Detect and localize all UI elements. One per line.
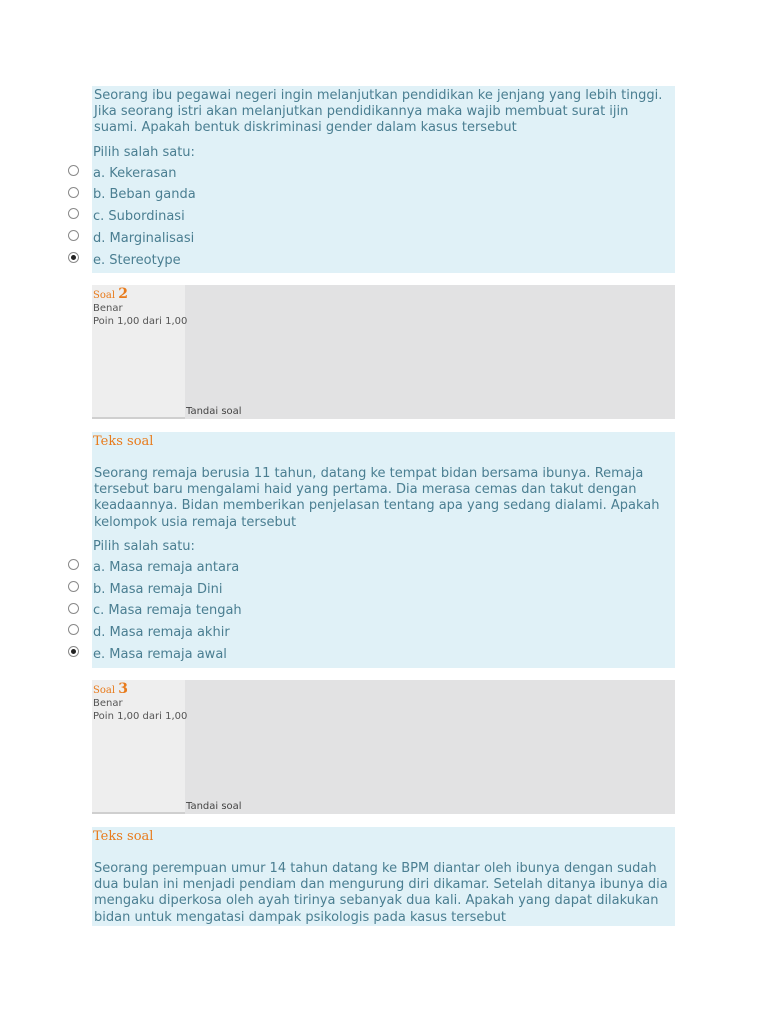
question-3-info: [92, 680, 675, 814]
question-number: [93, 288, 187, 302]
answer-option[interactable]: [92, 601, 675, 623]
answer-option[interactable]: [92, 579, 675, 601]
flag-question-link[interactable]: Tandai soal: [186, 406, 242, 417]
radio-button[interactable]: [68, 187, 79, 198]
radio-button[interactable]: [68, 603, 79, 614]
flag-question-link[interactable]: Tandai soal: [186, 801, 242, 812]
answer-label: c. Masa remaja tengah: [93, 603, 242, 619]
radio-button-selected[interactable]: [68, 252, 79, 263]
answer-option[interactable]: [92, 250, 675, 272]
answer-label: e. Stereotype: [93, 252, 181, 268]
answer-label: b. Beban ganda: [93, 187, 196, 203]
soal-number: 2: [118, 286, 128, 302]
radio-button[interactable]: [68, 559, 79, 570]
answer-label: c. Subordinasi: [93, 209, 185, 225]
answer-option[interactable]: [92, 185, 675, 207]
radio-button[interactable]: [68, 581, 79, 592]
question-2-text: Seorang remaja berusia 11 tahun, datang ke tempat bidan bersama ibunya. Remaja tersebut baru mengalami haid yang pertama. Dia merasa cemas dan takut dengan keadaannya. Bidan memberikan penjelasan tentang apa yang sedang dialami. Apakah kelompok usia remaja tersebut: [94, 466, 660, 530]
question-status: Benar: [93, 698, 123, 709]
answer-option[interactable]: [92, 622, 675, 644]
answer-option[interactable]: [92, 557, 675, 579]
question-2-info: [92, 285, 675, 419]
question-2-answers: [92, 557, 675, 666]
answer-option[interactable]: [92, 206, 675, 228]
soal-label: Soal: [93, 290, 116, 301]
question-1-block: [92, 86, 675, 273]
question-points: Poin 1,00 dari 1,00: [93, 316, 188, 327]
question-1-answers: [92, 163, 675, 272]
radio-button[interactable]: [68, 624, 79, 635]
answer-option[interactable]: [92, 228, 675, 250]
question-status: Benar: [93, 303, 123, 314]
answer-option[interactable]: [92, 644, 675, 666]
answer-label: d. Marginalisasi: [93, 231, 195, 246]
question-points: Poin 1,00 dari 1,00: [93, 711, 188, 722]
question-number: [93, 683, 187, 697]
radio-button[interactable]: [68, 208, 79, 219]
radio-button[interactable]: [68, 165, 79, 176]
question-1-text: Seorang ibu pegawai negeri ingin melanjutkan pendidikan ke jenjang yang lebih tinggi. Jika seorang istri akan melanjutkan pendidikannya maka wajib membuat surat ijin suami. Apakah bentuk diskriminasi gender dalam kasus tersebut: [94, 88, 663, 136]
radio-button[interactable]: [68, 230, 79, 241]
question-2-prompt: Pilih salah satu:: [93, 538, 195, 554]
answer-option[interactable]: [92, 163, 675, 185]
soal-label: Soal: [93, 685, 116, 696]
radio-button-selected[interactable]: [68, 646, 79, 657]
soal-number: 3: [118, 681, 128, 697]
question-3-text: Seorang perempuan umur 14 tahun datang ke BPM diantar oleh ibunya dengan sudah dua bulan ini menjadi pendiam dan mengurung diri dikamar. Setelah ditanya ibunya dia mengaku diperkosa oleh ayah tirinya sebanyak dua kali. Apakah yang dapat dilakukan bidan untuk mengatasi dampak psikologis pada kasus tersebut: [94, 861, 668, 925]
question-2-block: [92, 432, 675, 668]
answer-label: e. Masa remaja awal: [93, 647, 227, 662]
question-text-title: Teks soal: [93, 829, 154, 844]
question-3-block: [92, 827, 675, 926]
answer-label: d. Masa remaja akhir: [93, 625, 230, 641]
question-text-title: Teks soal: [93, 434, 154, 449]
answer-label: a. Kekerasan: [93, 165, 177, 181]
question-1-prompt: Pilih salah satu:: [93, 144, 195, 160]
answer-label: b. Masa remaja Dini: [93, 581, 223, 597]
answer-label: a. Masa remaja antara: [93, 559, 240, 575]
